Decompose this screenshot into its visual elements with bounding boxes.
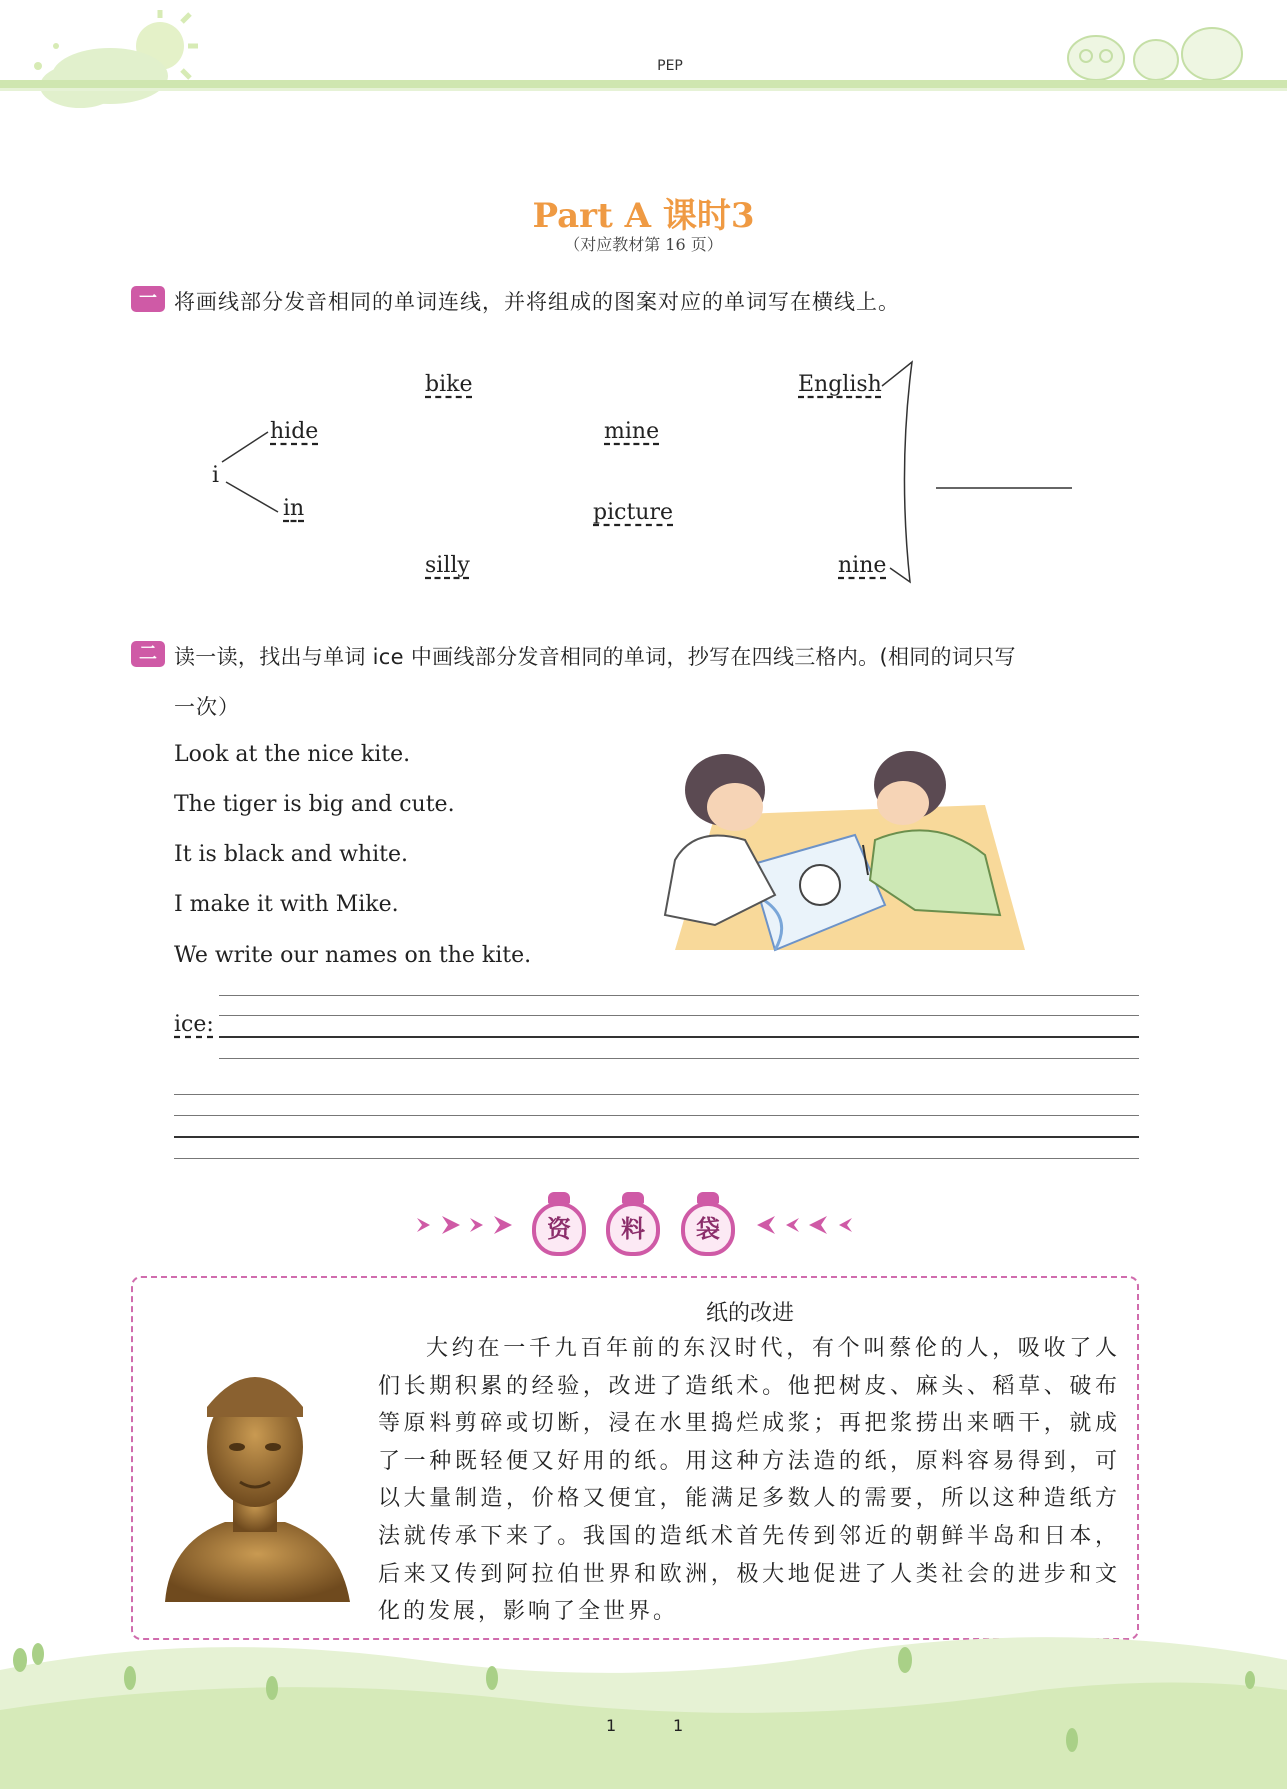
sentence-3: It is black and white. (174, 842, 408, 867)
section1-badge: 一 (131, 286, 165, 312)
left-arrows-decoration (412, 1210, 517, 1240)
sentence-2: The tiger is big and cute. (174, 792, 455, 817)
right-arrows-decoration (752, 1210, 857, 1240)
word-hide[interactable]: hide (270, 419, 319, 444)
center-letter-i: i (212, 463, 220, 488)
sentence-5: We write our names on the kite. (174, 943, 532, 968)
word-english[interactable]: English (798, 372, 882, 397)
bronze-bust-portrait (155, 1352, 355, 1602)
resource-bag-char-1: 资 (532, 1202, 586, 1256)
sentence-4: I make it with Mike. (174, 892, 399, 917)
writing-grid-2[interactable] (174, 1094, 1139, 1159)
answer-blank[interactable] (936, 460, 1072, 488)
resource-bag-char-2: 料 (606, 1202, 660, 1256)
page-number-left: 1 (606, 1716, 617, 1735)
sentence-1: Look at the nice kite. (174, 742, 411, 767)
info-body: 大约在一千九百年前的东汉时代，有个叫蔡伦的人，吸收了人们长期积累的经验，改进了造纸术。他把树皮、麻头、稻草、破布等原料剪碎或切断，浸在水里捣烂成浆；再把浆捞出来晒干，就成了一种既轻便又好用的纸。用这种方法造的纸，原料容易得到，可以大量制造，价格又便宜，能满足多数人的需要，所以这种造纸方法就传承下来了。我国的造纸术首先传到邻近的朝鲜半岛和日本，后来又传到阿拉伯世界和欧洲，极大地促进了人类社会的进步和文化的发展，影响了全世界。 (378, 1336, 1120, 1625)
word-bike[interactable]: bike (425, 372, 473, 397)
word-picture[interactable]: picture (593, 500, 673, 525)
page-title: Part A 课时3 (532, 196, 755, 236)
page-subtitle: （对应教材第 16 页） (564, 235, 723, 254)
section1-instruction: 将画线部分发音相同的单词连线，并将组成的图案对应的单词写在横线上。 (174, 290, 900, 314)
resource-bag-char-3: 袋 (681, 1202, 735, 1256)
word-mine[interactable]: mine (604, 419, 660, 444)
word-nine[interactable]: nine (838, 553, 887, 578)
page-number-right: 1 (673, 1716, 684, 1735)
matching-lines (0, 0, 1287, 620)
section2-instruction-line1: 读一读，找出与单词 ice 中画线部分发音相同的单词，抄写在四线三格内。(相同的词只写 (174, 645, 1016, 669)
header-label: PEP (657, 58, 683, 74)
answer-label-ice: ice: (174, 1012, 214, 1037)
section2-instruction-line2: 一次） (174, 695, 240, 719)
info-title: 纸的改进 (705, 1301, 794, 1326)
kids-painting-kite-illustration (655, 745, 1030, 955)
writing-grid-1[interactable] (219, 995, 1139, 1059)
word-in[interactable]: in (283, 496, 305, 521)
word-silly[interactable]: silly (425, 553, 470, 578)
section2-badge: 二 (131, 641, 165, 667)
footer-hills-decoration (0, 1630, 1287, 1789)
